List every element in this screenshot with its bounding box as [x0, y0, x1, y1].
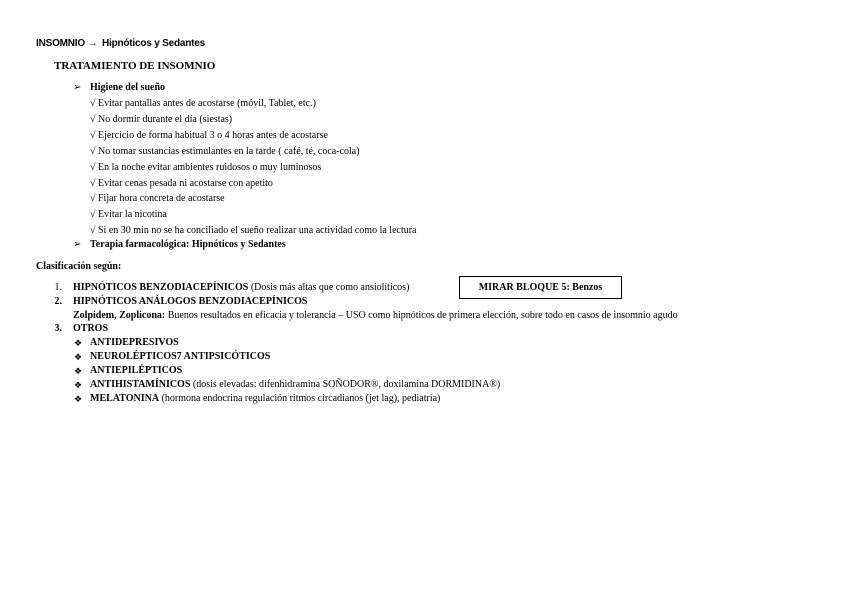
hygiene-item — [90, 146, 360, 158]
pharmacology-heading: Terapia farmacológica: Hipnóticos y Sedantes — [90, 239, 286, 250]
hygiene-item-text: Ejercicio de forma habitual 3 o 4 horas antes de acostarse — [98, 129, 328, 141]
hygiene-item-text: Si en 30 min no se ha conciliado el sueño realizar una actividad como la lectura — [98, 225, 417, 237]
check-icon: √ — [90, 161, 96, 173]
others-item-bold: ANTIDEPRESIVOS — [90, 337, 179, 348]
hygiene-item — [90, 178, 273, 190]
check-icon: √ — [90, 113, 96, 125]
list-number: 3. — [54, 323, 62, 334]
classification-item-2-detail — [73, 310, 678, 322]
diamond-bullet-icon: ❖ — [74, 366, 83, 376]
classification-heading: Clasificación según: — [36, 261, 122, 272]
others-item-bold: ANTIHISTAMÍNICOS — [90, 379, 191, 390]
hygiene-heading: Higiene del sueño — [90, 82, 166, 93]
list-number: 2. — [54, 296, 62, 307]
hygiene-item-text: En la noche evitar ambientes ruidosos o muy luminosos — [98, 161, 322, 173]
others-item — [90, 337, 179, 349]
hygiene-item — [90, 193, 225, 205]
others-item-bold: MELATONINA — [90, 393, 160, 404]
diamond-bullet-icon: ❖ — [74, 394, 83, 404]
detail-bold: Zolpidem, Zoplicona: — [73, 310, 166, 321]
others-item — [90, 351, 270, 363]
others-item-bold: ANTIEPILÉPTICOS — [90, 365, 183, 376]
section-title: TRATAMIENTO DE INSOMNIO — [54, 60, 216, 72]
others-item-rest: (hormona endocrina regulación ritmos circadianos (jet lag), pediatría) — [159, 393, 441, 404]
hygiene-item-text: Fijar hora concreta de acostarse — [98, 193, 225, 205]
title-subtitle: Hipnóticos y Sedantes — [101, 38, 206, 49]
hygiene-item-text: No tomar sustancias estimulantes en la tarde ( café, té, coca-cola) — [98, 145, 360, 157]
hygiene-item-text: No dormir durante el día (siestas) — [98, 113, 233, 125]
others-item — [90, 365, 182, 377]
others-item — [90, 393, 440, 405]
arrow-bullet-icon: ➢ — [73, 82, 82, 93]
document-title — [36, 38, 205, 50]
arrow-bullet-icon: ➢ — [73, 239, 82, 250]
others-item-bold: NEUROLÉPTICOS7 ANTIPSICÓTICOS — [90, 351, 271, 362]
item-1-bold: HIPNÓTICOS BENZODIACEPÍNICOS — [73, 282, 249, 293]
diamond-bullet-icon: ❖ — [74, 338, 83, 348]
detail-rest: Buenos resultados en eficacia y tolerancia – USO como hipnóticos de primera elección, sobre todo en casos de insomnio agudo — [165, 310, 678, 321]
classification-item-1 — [73, 282, 409, 294]
hygiene-item — [90, 162, 321, 174]
hygiene-item — [90, 130, 328, 142]
check-icon: √ — [90, 193, 96, 205]
arrow-icon: → — [87, 38, 98, 49]
check-icon: √ — [90, 98, 96, 109]
classification-item-2: HIPNÓTICOS ANÁLOGOS BENZODIACEPÍNICOS — [73, 296, 308, 307]
check-icon: √ — [90, 225, 96, 237]
reference-box: MIRAR BLOQUE 5: Benzos — [459, 276, 622, 299]
title-main: INSOMNIO — [36, 38, 85, 49]
item-1-rest: (Dosis más altas que como ansiolíticos) — [248, 282, 410, 293]
hygiene-item-text: Evitar cenas pesada ni acostarse con apetito — [98, 177, 273, 189]
classification-item-3: OTROS — [73, 323, 109, 334]
list-number: 1. — [54, 282, 62, 293]
others-item-rest: (dosis elevadas: difenhidramina SOÑODOR®, doxilamina DORMIDINA®) — [190, 379, 501, 390]
hygiene-item — [90, 209, 167, 221]
diamond-bullet-icon: ❖ — [74, 380, 83, 390]
hygiene-item — [90, 225, 417, 237]
check-icon: √ — [90, 145, 96, 157]
hygiene-item — [90, 98, 316, 110]
diamond-bullet-icon: ❖ — [74, 352, 83, 362]
check-icon: √ — [90, 209, 96, 221]
hygiene-item-text: Evitar la nicotina — [98, 209, 167, 221]
others-item — [90, 379, 500, 391]
hygiene-item — [90, 114, 232, 126]
check-icon: √ — [90, 129, 96, 141]
hygiene-item-text: Evitar pantallas antes de acostarse (móvil, Tablet, etc.) — [98, 98, 316, 109]
check-icon: √ — [90, 177, 96, 189]
